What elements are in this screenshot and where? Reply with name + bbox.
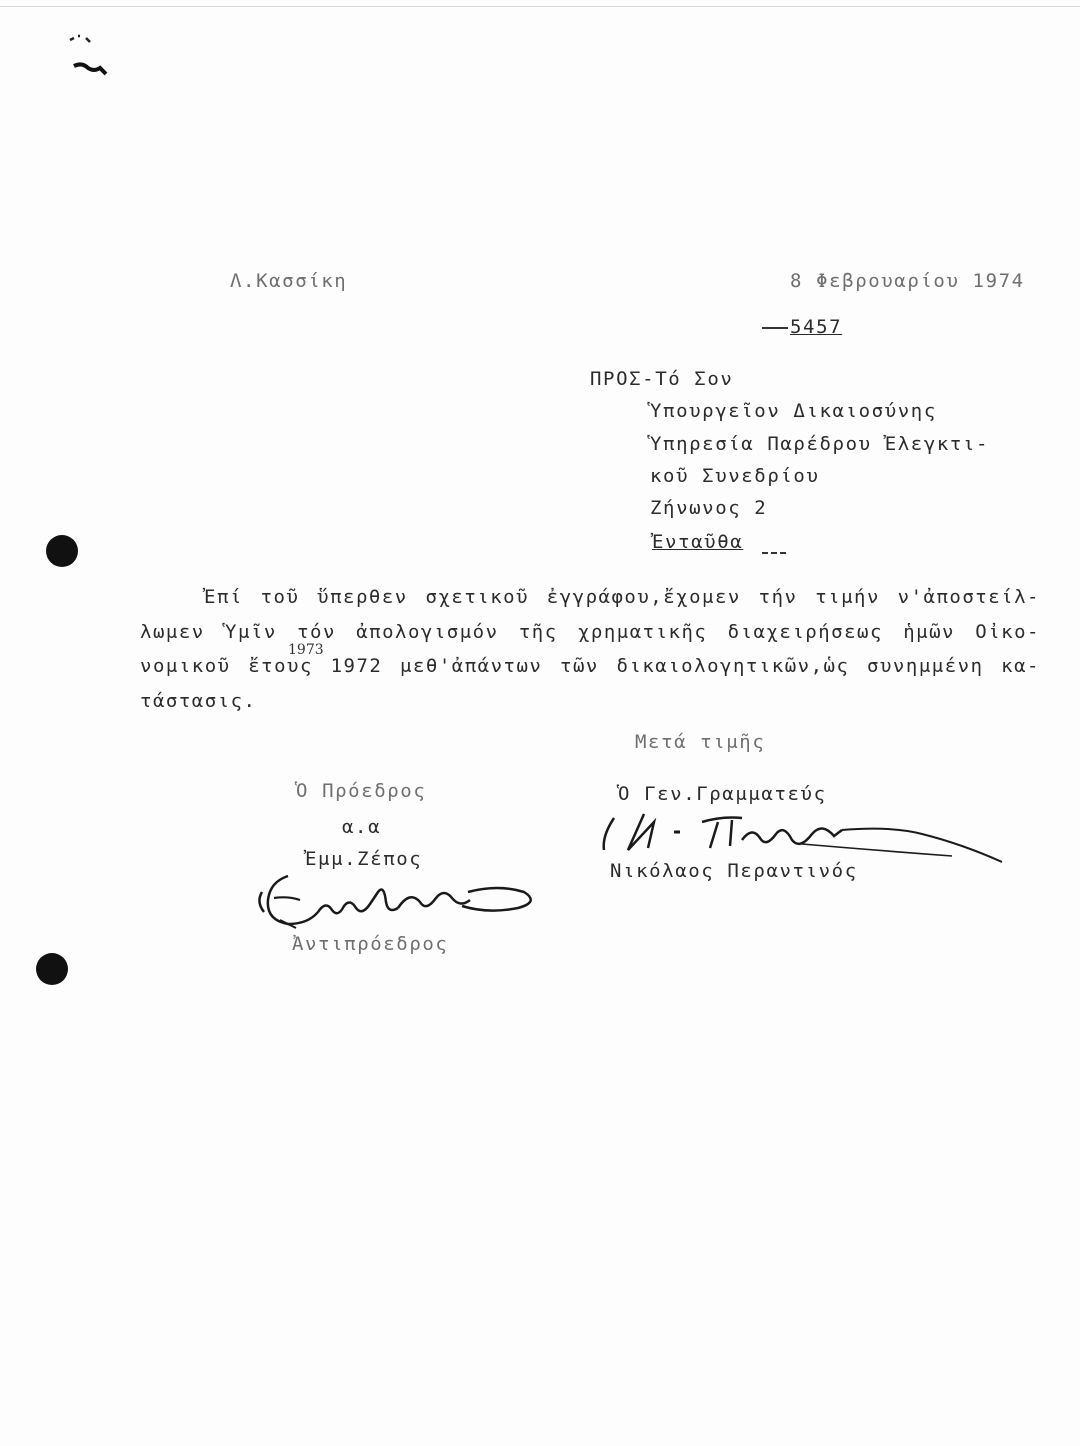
left-signatory-name: Ἐμμ.Ζέπος xyxy=(305,848,423,870)
left-signatory-aa: α.α xyxy=(342,816,382,838)
recipient-line-3: κοῦ Συνεδρίου xyxy=(650,465,820,487)
body-line-4: τάστασις. xyxy=(140,689,257,712)
recipient-line-2: Ὑπηρεσία Παρέδρου Ἐλεγκτι- xyxy=(650,433,990,455)
recipient-line-1: Ὑπουργεῖον Δικαιοσύνης xyxy=(650,400,937,422)
protocol-dash xyxy=(762,327,788,329)
right-signatory-name: Νικόλαος Περαντινός xyxy=(610,860,858,882)
punch-hole-bottom xyxy=(36,953,68,985)
body-line-3: νομικοῦ ἔτους 1972 μεθ'ἀπάντων τῶν δικαιολογητικῶν,ὡς συνημμένη κα- xyxy=(140,655,1040,677)
punch-hole-top xyxy=(46,535,78,567)
body-line-2: λωμεν Ὑμῖν τόν ἀπολογισμόν τῆς χρηματικῆς διαχειρήσεως ἡμῶν Οἰκο- xyxy=(140,620,1040,643)
closing-line: Μετά τιμῆς xyxy=(635,731,766,753)
left-signatory-role: Ἀντιπρόεδρος xyxy=(292,933,449,955)
recipient-underline-dash xyxy=(762,552,786,554)
place-line: Λ.Κασσίκη xyxy=(230,270,348,292)
handwritten-year-note: 1973 xyxy=(288,642,324,658)
page-edge xyxy=(0,6,1080,7)
corner-marks xyxy=(62,28,118,84)
recipient-prefix: ΠΡΟΣ-Τό Σον xyxy=(590,368,734,390)
date-line: 8 Φεβρουαρίου 1974 xyxy=(790,270,1025,292)
left-signatory-title: Ὁ Πρόεδρος xyxy=(296,780,427,802)
recipient-line-4: Ζήνωνος 2 xyxy=(650,497,768,519)
recipient-line-5: Ἐνταῦθα xyxy=(652,531,744,553)
body-line-1: Ἐπί τοῦ ὕπερθεν σχετικοῦ ἐγγράφου,ἔχομεν τήν τιμήν ν'ἀποστείλ- xyxy=(204,586,1040,608)
protocol-number-text: 5457 xyxy=(790,316,843,338)
protocol-number xyxy=(762,318,842,337)
right-signatory-title: Ὁ Γεν.Γραμματεύς xyxy=(618,783,827,805)
left-signature xyxy=(248,862,538,932)
body-paragraph xyxy=(140,580,1040,718)
